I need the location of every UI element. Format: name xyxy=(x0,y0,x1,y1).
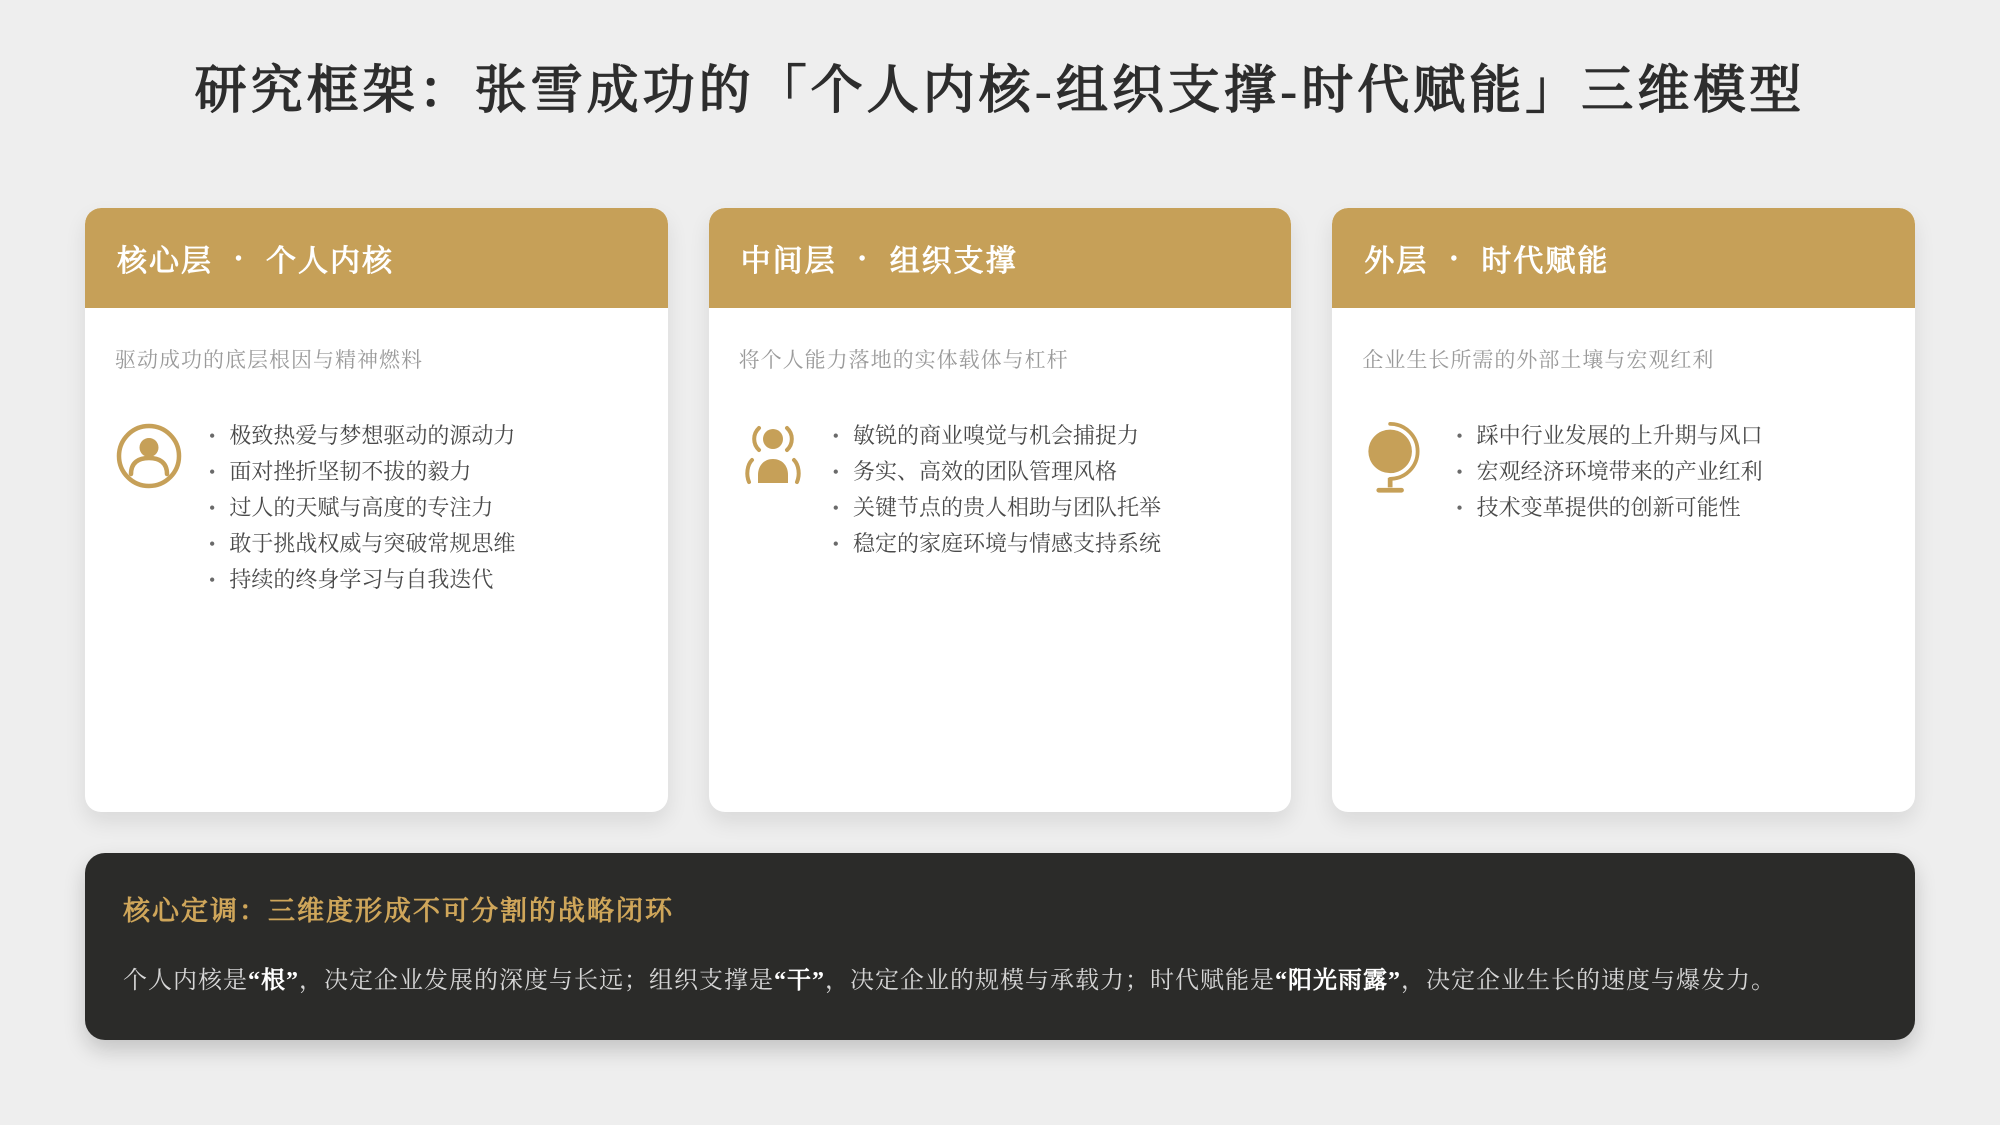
content-row xyxy=(115,418,640,598)
list-item xyxy=(209,490,640,526)
bullet-text: 踩中行业发展的上升期与风口 xyxy=(1476,423,1763,448)
summary-keyword: “阳光雨露” xyxy=(1275,968,1401,994)
globe-icon xyxy=(1362,422,1430,494)
bullet-text: 面对挫折坚韧不拔的毅力 xyxy=(229,459,472,484)
list-item xyxy=(1456,490,1887,526)
card-organization-support-header xyxy=(709,208,1292,308)
summary-segment: 个人内核是 xyxy=(123,968,248,994)
layer-title: 时代赋能 xyxy=(1481,245,1610,278)
content-row xyxy=(739,418,1264,562)
bullet-icon: • xyxy=(209,570,216,590)
layer-title: 组织支撑 xyxy=(889,245,1018,278)
summary-panel xyxy=(85,853,1915,1040)
dot-separator: • xyxy=(1450,247,1460,270)
list-item xyxy=(833,418,1264,454)
layer-label: 中间层 xyxy=(740,245,837,278)
bullet-icon: • xyxy=(832,426,839,446)
bullet-icon: • xyxy=(1456,426,1463,446)
bullet-text: 极致热爱与梦想驱动的源动力 xyxy=(229,423,516,448)
card-body xyxy=(709,308,1292,562)
bullet-icon: • xyxy=(832,534,839,554)
bullet-icon: • xyxy=(209,534,216,554)
bullet-icon: • xyxy=(209,498,216,518)
card-subtitle: 驱动成功的底层根因与精神燃料 xyxy=(115,348,423,372)
bullet-icon: • xyxy=(832,498,839,518)
summary-keyword: “干” xyxy=(774,968,825,994)
bullet-icon: • xyxy=(209,426,216,446)
bullet-text: 技术变革提供的创新可能性 xyxy=(1476,495,1741,520)
dot-separator: • xyxy=(235,247,245,270)
list-item xyxy=(833,454,1264,490)
bullet-list xyxy=(833,418,1264,562)
bullet-text: 关键节点的贵人相助与团队托举 xyxy=(852,495,1161,520)
summary-segment: ，决定企业生长的速度与爆发力。 xyxy=(1401,968,1776,994)
list-item xyxy=(209,526,640,562)
list-item xyxy=(209,562,640,598)
dot-separator: • xyxy=(858,247,868,270)
summary-segment: ，决定企业的规模与承载力；时代赋能是 xyxy=(825,968,1275,994)
summary-body xyxy=(123,960,1875,995)
card-era-empowerment-header xyxy=(1332,208,1915,308)
bullet-icon: • xyxy=(832,462,839,482)
bullet-icon: • xyxy=(1456,462,1463,482)
group-icon xyxy=(739,422,807,490)
card-body xyxy=(85,308,668,598)
summary-segment: ，决定企业发展的深度与长远；组织支撑是 xyxy=(299,968,774,994)
page-title: 研究框架：张雪成功的「个人内核-组织支撑-时代赋能」三维模型 xyxy=(194,63,1806,120)
list-item xyxy=(209,418,640,454)
bullet-list xyxy=(209,418,640,598)
bullet-text: 持续的终身学习与自我迭代 xyxy=(229,567,494,592)
list-item xyxy=(833,526,1264,562)
bullet-icon: • xyxy=(209,462,216,482)
bullet-text: 敏锐的商业嗅觉与机会捕捉力 xyxy=(852,423,1139,448)
list-item xyxy=(209,454,640,490)
bullet-list xyxy=(1456,418,1887,526)
card-subtitle: 将个人能力落地的实体载体与杠杆 xyxy=(738,348,1069,372)
card-organization-support xyxy=(709,208,1292,812)
bullet-icon: • xyxy=(1456,498,1463,518)
bullet-text: 务实、高效的团队管理风格 xyxy=(852,459,1117,484)
card-personal-core-header xyxy=(85,208,668,308)
cards-row xyxy=(85,208,1915,812)
summary-heading: 核心定调：三维度形成不可分割的战略闭环 xyxy=(123,896,674,926)
list-item xyxy=(1456,454,1887,490)
card-body xyxy=(1332,308,1915,526)
summary-keyword: “根” xyxy=(248,968,299,994)
layer-title: 个人内核 xyxy=(266,245,395,278)
card-personal-core xyxy=(85,208,668,812)
bullet-text: 过人的天赋与高度的专注力 xyxy=(229,495,494,520)
user-icon xyxy=(115,422,183,490)
layer-label: 外层 xyxy=(1364,245,1429,278)
list-item xyxy=(833,490,1264,526)
bullet-text: 宏观经济环境带来的产业红利 xyxy=(1476,459,1763,484)
content-row xyxy=(1362,418,1887,526)
layer-label: 核心层 xyxy=(117,245,213,278)
list-item xyxy=(1456,418,1887,454)
card-subtitle: 企业生长所需的外部土壤与宏观红利 xyxy=(1362,348,1715,372)
bullet-text: 敢于挑战权威与突破常规思维 xyxy=(229,531,516,556)
bullet-text: 稳定的家庭环境与情感支持系统 xyxy=(852,531,1161,556)
card-era-empowerment xyxy=(1332,208,1915,812)
